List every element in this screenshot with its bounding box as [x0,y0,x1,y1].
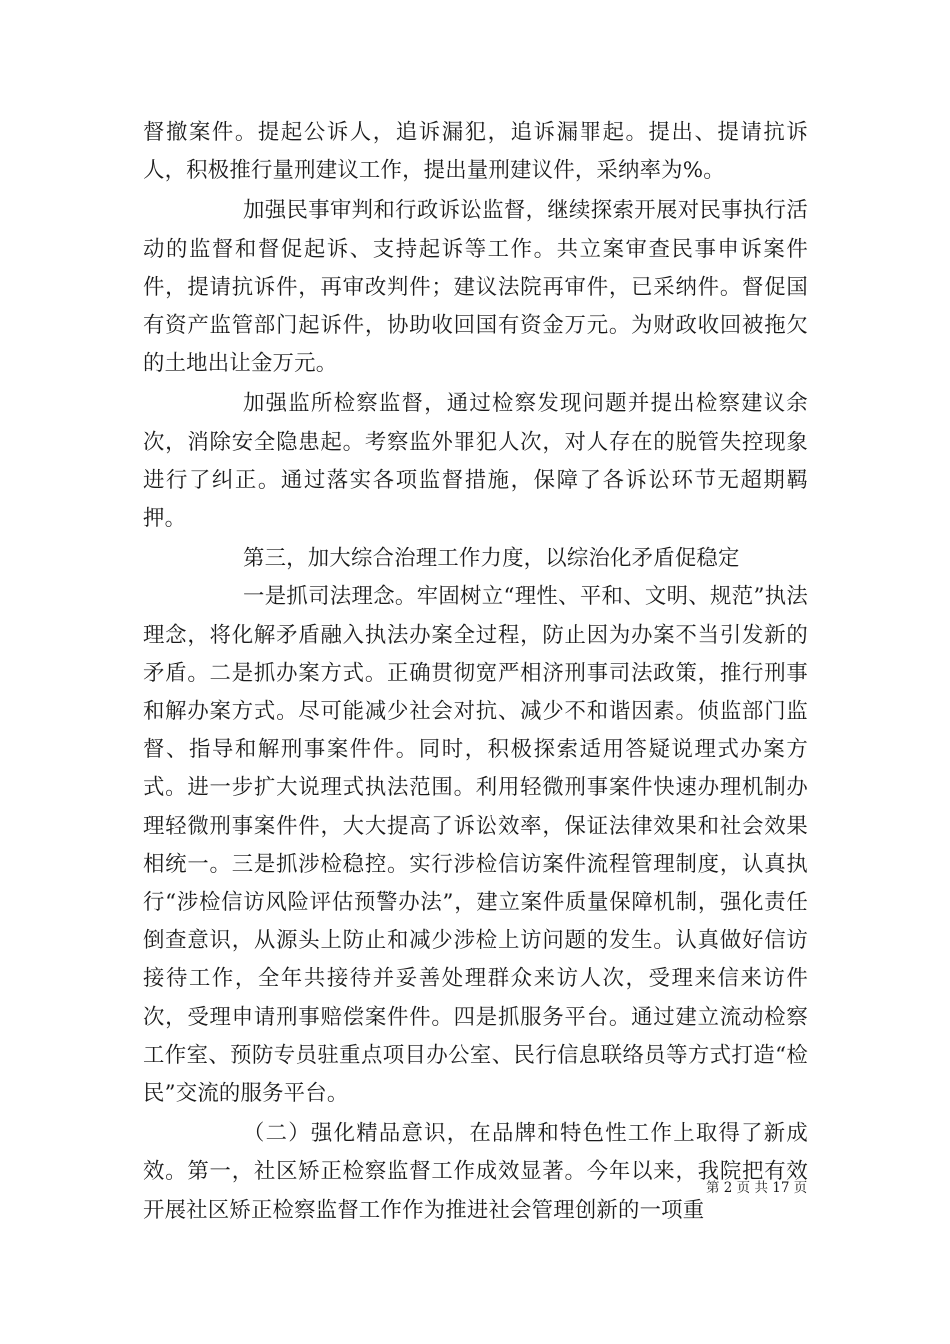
paragraph-prison-supervision: 加强监所检察监督，通过检察发现问题并提出检察建议余次，消除安全隐患起。考察监外罪犯人次，对人存在的脱管失控现象进行了纠正。通过落实各项监督措施，保障了各诉讼环节无超期羁押。 [143,391,808,532]
paragraph-civil-supervision: 加强民事审判和行政诉讼监督，继续探索开展对民事执行活动的监督和督促起诉、支持起诉等工作。共立案审查民事申诉案件件，提请抗诉件，再审改判件；建议法院再审件，已采纳件。督促国有资产监管部门起诉件，协助收回国有资金万元。为财政收回被拖欠的土地出让金万元。 [143,198,808,377]
paragraph-criminal-prosecution: 督撤案件。提起公诉人，追诉漏犯，追诉漏罪起。提出、提请抗诉人，积极推行量刑建议工作，提出量刑建议件，采纳率为%。 [143,120,808,184]
section-heading-third: 第三，加大综合治理工作力度，以综治化矛盾促稳定 [243,546,740,572]
body-text [143,114,808,1230]
paragraph-judicial-concept: 一是抓司法理念。牢固树立“理性、平和、文明、规范”执法理念，将化解矛盾融入执法办案全过程，防止因为办案不当引发新的矛盾。二是抓办案方式。正确贯彻宽严相济刑事司法政策，推行刑事和解办案方式。尽可能减少社会对抗、减少不和谐因素。侦监部门监督、指导和解刑事案件件。同时，积极探索适用答疑说理式办案方式。进一步扩大说理式执法范围。利用轻微刑事案件快速办理机制办理轻微刑事案件件，大大提高了诉讼效率，保证法律效果和社会效果相统一。三是抓涉检稳控。实行涉检信访案件流程管理制度，认真执行“涉检信访风险评估预警办法”，建立案件质量保障机制，强化责任倒查意识，从源头上防止和减少涉检上访问题的发生。认真做好信访接待工作，全年共接待并妥善处理群众来访人次，受理来信来访件次，受理申请刑事赔偿案件件。四是抓服务平台。通过建立流动检察工作室、预防专员驻重点项目办公室、民行信息联络员等方式打造“检民”交流的服务平台。 [143,584,808,1107]
paragraph-quality-awareness: （二）强化精品意识，在品牌和特色性工作上取得了新成效。第一，社区矫正检察监督工作成效显著。今年以来，我院把有效开展社区矫正检察监督工作作为推进社会管理创新的一项重 [143,1121,808,1223]
page-number-footer: 第 2 页 共 17 页 [706,1180,808,1196]
